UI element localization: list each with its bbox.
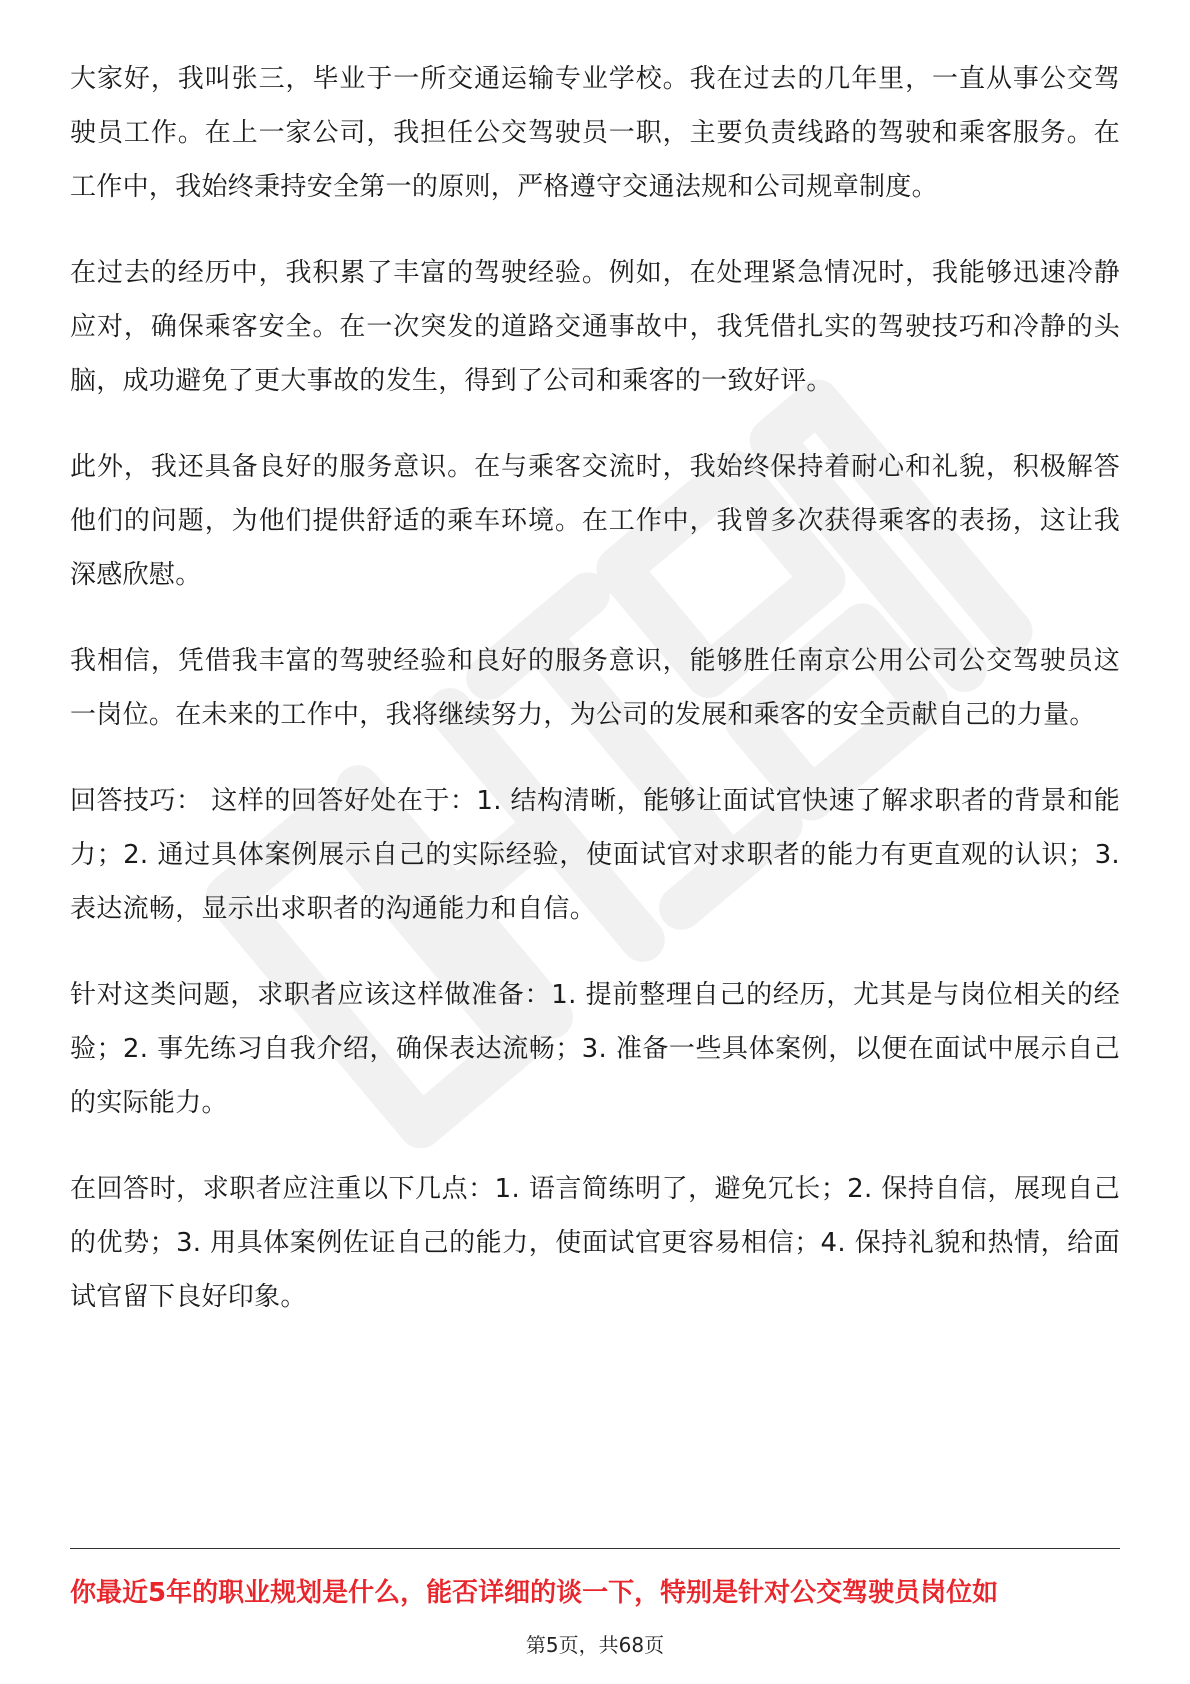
paragraph-conclusion: 我相信，凭借我丰富的驾驶经验和良好的服务意识，能够胜任南京公用公司公交驾驶员这一岗位。在未来的工作中，我将继续努力，为公司的发展和乘客的安全贡献自己的力量。 xyxy=(70,646,1120,730)
next-question-heading: 你最近5年的职业规划是什么，能否详细的谈一下，特别是针对公交驾驶员岗位如 xyxy=(70,1578,999,1608)
paragraph-self-introduction: 大家好，我叫张三，毕业于一所交通运输专业学校。我在过去的几年里，一直从事公交驾驶员工作。在上一家公司，我担任公交驾驶员一职，主要负责线路的驾驶和乘客服务。在工作中，我始终秉持安全第一的原则，严格遵守交通法规和公司规章制度。 xyxy=(70,64,1120,202)
paragraph-key-points: 在回答时，求职者应注重以下几点：1. 语言简练明了，避免冗长；2. 保持自信，展现自己的优势；3. 用具体案例佐证自己的能力，使面试官更容易相信；4. 保持礼貌和热情，给面试官留下良好印象。 xyxy=(70,1174,1120,1312)
page-indicator: 第5页，共68页 xyxy=(525,1633,665,1657)
paragraph-preparation: 针对这类问题，求职者应该这样做准备：1. 提前整理自己的经历，尤其是与岗位相关的经验；2. 事先练习自我介绍，确保表达流畅；3. 准备一些具体案例，以便在面试中展示自己的实际能力。 xyxy=(70,980,1120,1118)
paragraph-answer-tips: 回答技巧： 这样的回答好处在于：1. 结构清晰，能够让面试官快速了解求职者的背景和能力；2. 通过具体案例展示自己的实际经验，使面试官对求职者的能力有更直观的认识；3. 表达流畅，显示出求职者的沟通能力和自信。 xyxy=(70,786,1120,924)
section-divider xyxy=(70,1548,1120,1549)
paragraph-service-awareness: 此外，我还具备良好的服务意识。在与乘客交流时，我始终保持着耐心和礼貌，积极解答他们的问题，为他们提供舒适的乘车环境。在工作中，我曾多次获得乘客的表扬，这让我深感欣慰。 xyxy=(70,452,1120,590)
document-body xyxy=(70,52,1120,1356)
paragraph-experience: 在过去的经历中，我积累了丰富的驾驶经验。例如，在处理紧急情况时，我能够迅速冷静应对，确保乘客安全。在一次突发的道路交通事故中，我凭借扎实的驾驶技巧和冷静的头脑，成功避免了更大事故的发生，得到了公司和乘客的一致好评。 xyxy=(70,258,1120,396)
